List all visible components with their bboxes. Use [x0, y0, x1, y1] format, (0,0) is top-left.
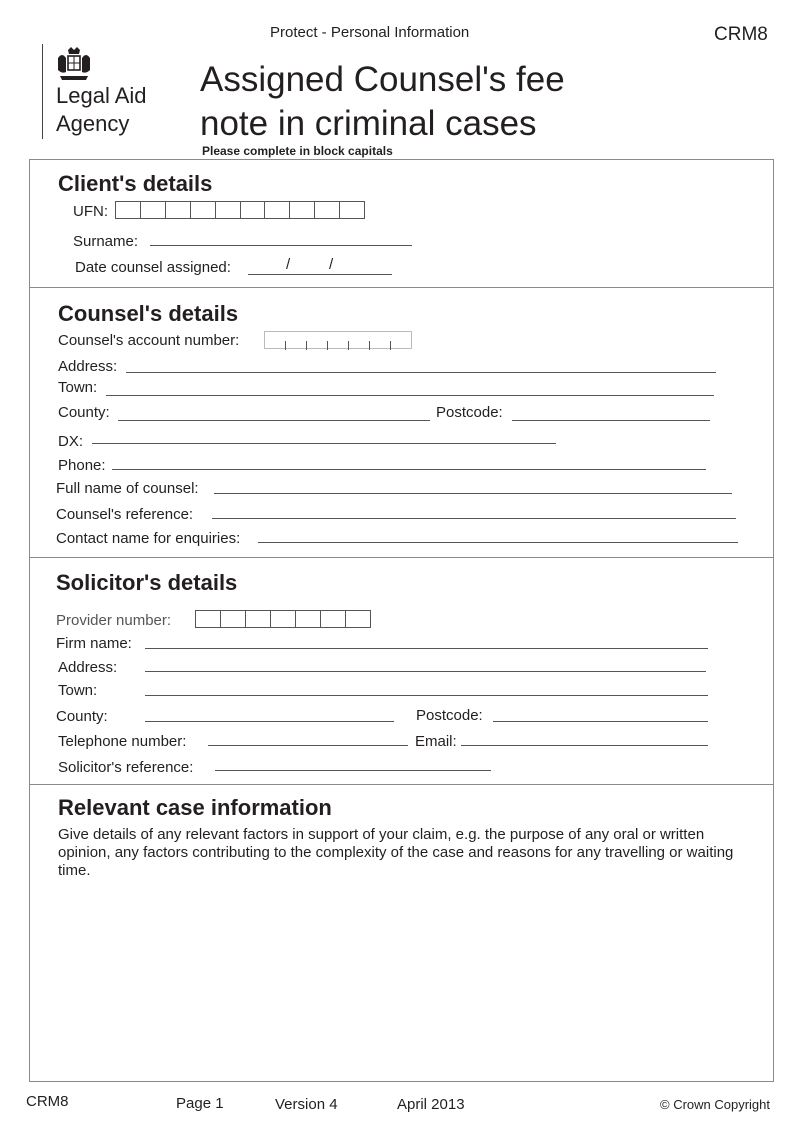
counsel-county-label: County: — [58, 404, 110, 421]
footer-version: Version 4 — [275, 1096, 338, 1113]
date-assigned-label: Date counsel assigned: — [75, 259, 231, 276]
solicitor-address-label: Address: — [58, 659, 118, 676]
date-separator: / — [329, 256, 334, 273]
footer-form-code: CRM8 — [26, 1093, 69, 1110]
counsel-fullname-label: Full name of counsel: — [56, 480, 199, 497]
footer-copyright: © Crown Copyright — [660, 1097, 771, 1112]
case-info-text-area[interactable] — [56, 890, 746, 1070]
footer-date: April 2013 — [397, 1096, 465, 1113]
counsel-dx-field[interactable] — [92, 443, 556, 444]
provider-number-label: Provider number: — [56, 612, 172, 629]
section-divider — [30, 784, 774, 785]
provider-number-input-boxes[interactable] — [195, 610, 371, 628]
client-details-heading: Client's details — [58, 171, 213, 196]
solicitor-county-label: County: — [56, 708, 108, 725]
counsel-phone-field[interactable] — [112, 469, 706, 470]
counsel-postcode-field[interactable] — [512, 420, 710, 421]
form-title-line2: note in criminal cases — [200, 104, 537, 143]
solicitor-town-label: Town: — [58, 682, 98, 699]
section-divider — [30, 557, 774, 558]
counsel-dx-label: DX: — [58, 433, 84, 450]
surname-label: Surname: — [73, 233, 139, 250]
form-code: CRM8 — [714, 24, 768, 45]
section-divider — [30, 287, 774, 288]
telephone-label: Telephone number: — [58, 733, 187, 750]
firm-name-label: Firm name: — [56, 635, 132, 652]
ufn-input-boxes[interactable] — [115, 201, 365, 219]
counsel-county-field[interactable] — [118, 420, 430, 421]
counsel-account-label: Counsel's account number: — [58, 332, 240, 349]
case-info-instructions: Give details of any relevant factors in support of your claim, e.g. the purpose of any oral or written opinion, any factors contributing to the complexity of the case and reasons for any travelling or waiting time. — [58, 826, 734, 879]
ufn-label: UFN: — [73, 203, 108, 220]
case-info-heading: Relevant case information — [58, 795, 332, 820]
form-instruction: Please complete in block capitals — [202, 144, 393, 158]
solicitor-postcode-field[interactable] — [493, 721, 708, 722]
counsel-reference-label: Counsel's reference: — [56, 506, 194, 523]
logo-text-line2: Agency — [56, 111, 130, 136]
solicitor-county-field[interactable] — [145, 721, 394, 722]
telephone-field[interactable] — [208, 745, 408, 746]
solicitor-postcode-label: Postcode: — [416, 707, 483, 724]
counsel-phone-label: Phone: — [58, 457, 106, 474]
counsel-address-label: Address: — [58, 358, 118, 375]
counsel-town-field[interactable] — [106, 395, 714, 396]
solicitor-reference-label: Solicitor's reference: — [58, 759, 194, 776]
date-separator: / — [286, 256, 291, 273]
counsel-address-field[interactable] — [126, 372, 716, 373]
counsel-contact-field[interactable] — [258, 542, 738, 543]
counsel-account-input-boxes[interactable] — [264, 331, 412, 349]
solicitor-details-heading: Solicitor's details — [56, 570, 238, 595]
counsel-contact-label: Contact name for enquiries: — [56, 530, 241, 547]
form-title — [200, 58, 620, 146]
form-title-line1: Assigned Counsel's fee — [200, 60, 565, 99]
email-label: Email: — [415, 733, 457, 750]
royal-coat-of-arms-icon — [54, 46, 94, 84]
solicitor-reference-field[interactable] — [215, 770, 491, 771]
solicitor-address-field[interactable] — [145, 671, 706, 672]
protective-marking: Protect - Personal Information — [270, 24, 470, 41]
date-assigned-field[interactable] — [248, 274, 392, 275]
solicitor-town-field[interactable] — [145, 695, 708, 696]
counsel-fullname-field[interactable] — [214, 493, 732, 494]
counsel-reference-field[interactable] — [212, 518, 736, 519]
counsel-town-label: Town: — [58, 379, 98, 396]
counsel-postcode-label: Postcode: — [436, 404, 503, 421]
footer-page-number: Page 1 — [176, 1095, 224, 1112]
counsel-details-heading: Counsel's details — [58, 301, 239, 326]
surname-field[interactable] — [150, 245, 412, 246]
firm-name-field[interactable] — [145, 648, 708, 649]
logo-text-line1: Legal Aid — [56, 83, 147, 108]
email-field[interactable] — [461, 745, 708, 746]
